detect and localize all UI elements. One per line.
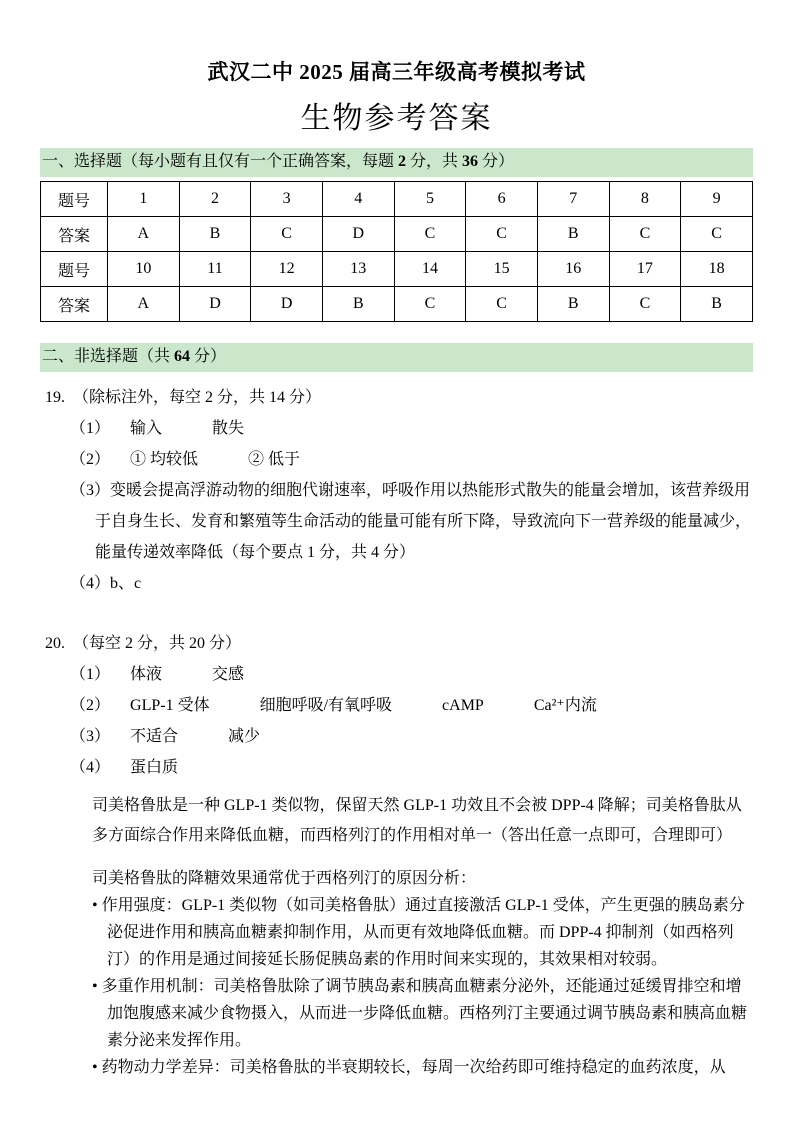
table-cell: C: [609, 287, 681, 322]
table-cell: D: [251, 287, 323, 322]
question-scoring-note: （除标注外，每空 2 分，共 14 分）: [73, 389, 322, 406]
answer-text: 细胞呼吸/有氧呼吸: [259, 697, 393, 714]
item-label: （3）: [70, 728, 111, 745]
answer-text: b、c: [110, 575, 142, 592]
table-cell: C: [609, 217, 681, 252]
table-row-header: 题号: [41, 252, 108, 287]
table-cell: C: [394, 287, 466, 322]
table-row-header: 题号: [41, 182, 108, 217]
table-cell: 10: [108, 252, 180, 287]
answer-text: 体液: [130, 666, 163, 683]
table-cell: 6: [466, 182, 538, 217]
section1-points-each: 2: [398, 153, 407, 170]
section1-heading-mid: 分，共: [406, 153, 463, 170]
table-cell: B: [537, 287, 609, 322]
table-cell: 14: [394, 252, 466, 287]
table-cell: 5: [394, 182, 466, 217]
item-label: （1）: [70, 666, 111, 683]
item-label: （2）: [70, 697, 111, 714]
answer-item: [40, 413, 753, 444]
analysis-intro-paragraph: 司美格鲁肽的降糖效果通常优于西格列汀的原因分析：: [92, 870, 477, 887]
table-cell: 17: [609, 252, 681, 287]
answer-text: 散失: [212, 420, 245, 437]
answer-item: [40, 444, 753, 475]
table-row: [41, 217, 753, 252]
answer-text: ② 低于: [248, 451, 301, 468]
table-row: [41, 252, 753, 287]
table-cell: 13: [322, 252, 394, 287]
table-cell: A: [108, 217, 180, 252]
answer-text: ① 均较低: [130, 451, 199, 468]
table-cell: 7: [537, 182, 609, 217]
bullet-item: [92, 892, 753, 973]
table-row-header: 答案: [41, 217, 108, 252]
question-20: [40, 628, 753, 1081]
bullet-item: [92, 973, 753, 1054]
table-cell: C: [251, 217, 323, 252]
item-label: （4）: [70, 759, 111, 776]
answer-item: [40, 568, 753, 599]
answer-text: Ca²⁺内流: [533, 697, 597, 714]
question-19-header: [40, 382, 753, 413]
explanation-paragraph: 司美格鲁肽是一种 GLP-1 类似物，保留天然 GLP-1 功效且不会被 DPP-4 降解；司美格鲁肽从多方面综合作用来降低血糖，而西格列汀的作用相对单一（答出任意一点即可，合理即可）: [92, 797, 742, 844]
answer-item: [40, 752, 753, 783]
table-cell: 11: [179, 252, 251, 287]
answer-text: 不适合: [130, 728, 179, 745]
table-cell: B: [179, 217, 251, 252]
section2-heading-post: 分）: [190, 348, 227, 365]
answer-item: [40, 690, 753, 721]
section2-heading-text: 二、非选择题（共: [42, 348, 175, 365]
question-20-header: [40, 628, 753, 659]
table-row-header: 答案: [41, 287, 108, 322]
document-content: [0, 56, 793, 1081]
answer-text: 输入: [130, 420, 163, 437]
bullet-marker: •: [92, 897, 98, 914]
bullet-text: 多重作用机制：司美格鲁肽除了调节胰岛素和胰高血糖素分泌外，还能通过延缓胃排空和增加饱腹感来减少食物摄入，从而进一步降低血糖。西格列汀主要通过调节胰岛素和胰高血糖素分泌来发挥作用。: [101, 978, 748, 1049]
table-row: [41, 287, 753, 322]
bullet-text: 作用强度：GLP-1 类似物（如司美格鲁肽）通过直接激活 GLP-1 受体，产生更强的胰岛素分泌促进作用和胰高血糖素抑制作用，从而更有效地降低血糖。而 DPP-4 抑制剂（如西格列汀）的作用是通过间接延长肠促胰岛素的作用时间来实现的，其效果相对较弱。: [101, 897, 745, 968]
question-number: 19.: [45, 389, 65, 406]
item-label: （1）: [70, 420, 111, 437]
table-cell: 18: [681, 252, 753, 287]
answer-text: cAMP: [442, 697, 484, 714]
item-label: （4）: [70, 575, 111, 592]
answer-text: 交感: [212, 666, 245, 683]
answer-item: [40, 475, 753, 568]
bullet-marker: •: [92, 1059, 98, 1076]
bullet-item: [92, 1054, 753, 1081]
table-cell: B: [537, 217, 609, 252]
section-heading-choice: [40, 148, 753, 177]
table-cell: 3: [251, 182, 323, 217]
table-cell: A: [108, 287, 180, 322]
table-cell: D: [322, 217, 394, 252]
table-cell: C: [681, 217, 753, 252]
answer-text: GLP-1 受体: [130, 697, 210, 714]
section1-heading-post: 分）: [478, 153, 515, 170]
table-cell: 4: [322, 182, 394, 217]
table-cell: 9: [681, 182, 753, 217]
question-number: 20.: [45, 635, 65, 652]
question-19: [40, 382, 753, 599]
table-cell: 8: [609, 182, 681, 217]
answer-item: [40, 721, 753, 752]
table-cell: C: [466, 217, 538, 252]
table-cell: 16: [537, 252, 609, 287]
item-label: （2）: [70, 451, 111, 468]
answer-key-table: [40, 181, 753, 322]
table-cell: B: [322, 287, 394, 322]
table-cell: 2: [179, 182, 251, 217]
answer-item: [40, 659, 753, 690]
table-cell: C: [466, 287, 538, 322]
table-cell: C: [394, 217, 466, 252]
page-subtitle: 生物参考答案: [300, 102, 493, 135]
table-row: [41, 182, 753, 217]
section1-points-total: 36: [462, 153, 479, 170]
table-cell: D: [179, 287, 251, 322]
bullet-marker: •: [92, 978, 98, 995]
section-heading-non-choice: [40, 343, 753, 372]
table-cell: 1: [108, 182, 180, 217]
answer-text: 蛋白质: [130, 759, 179, 776]
page-title: 武汉二中 2025 届高三年级高考模拟考试: [207, 60, 586, 84]
bullet-text: 药物动力学差异：司美格鲁肽的半衰期较长，每周一次给药即可维持稳定的血药浓度，从: [101, 1059, 726, 1076]
table-cell: B: [681, 287, 753, 322]
table-cell: 12: [251, 252, 323, 287]
question-scoring-note: （每空 2 分，共 20 分）: [73, 635, 242, 652]
section1-heading-text: 一、选择题（每小题有且仅有一个正确答案，每题: [42, 153, 399, 170]
table-cell: 15: [466, 252, 538, 287]
item-label: （3）: [70, 482, 111, 499]
answer-text: 变暖会提高浮游动物的细胞代谢速率，呼吸作用以热能形式散失的能量会增加，该营养级用于自身生长、发育和繁殖等生命活动的能量可能有所下降，导致流向下一营养级的能量减少，能量传递效率降低（每个要点 1 分，共 4 分）: [95, 482, 752, 561]
answer-text: 减少: [228, 728, 261, 745]
section2-points-total: 64: [174, 348, 191, 365]
